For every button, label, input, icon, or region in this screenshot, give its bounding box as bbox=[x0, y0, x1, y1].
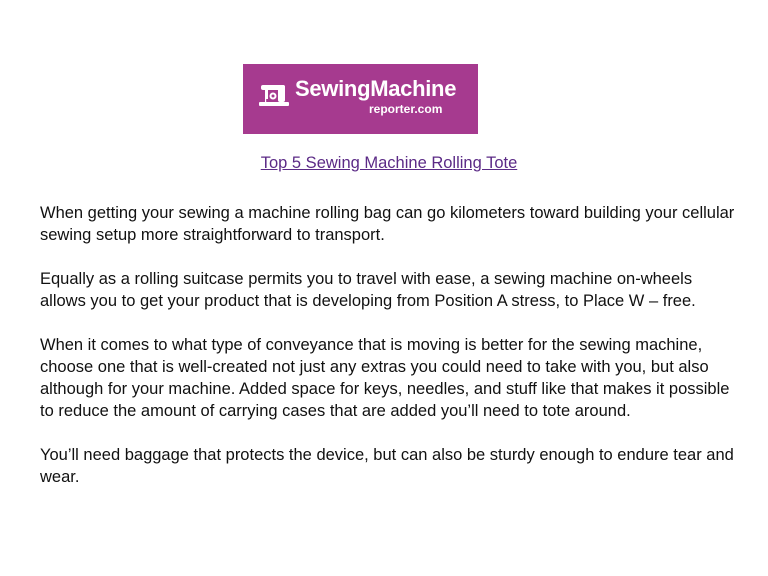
paragraph: When it comes to what type of conveyance that is moving is better for the sewing machine, choose one that is well-created not just any extras you could need to take with you, but also although for your machine. Added space for keys, needles, and stuff like that makes it possible to reduce the amount of carrying cases that are added you’ll need to tote around. bbox=[40, 336, 730, 420]
sewing-machine-icon bbox=[259, 82, 289, 108]
page-title-link[interactable]: Top 5 Sewing Machine Rolling Tote bbox=[260, 154, 518, 172]
paragraph: You’ll need baggage that protects the device, but can also be sturdy enough to endure tear and wear. bbox=[40, 446, 734, 486]
article-body bbox=[40, 202, 740, 510]
paragraph: Equally as a rolling suitcase permits you to travel with ease, a sewing machine on-wheels allows you to get your product that is developing from Position A stress, to Place W – free. bbox=[40, 270, 696, 310]
logo bbox=[243, 64, 478, 134]
logo-main-text: SewingMachine bbox=[295, 76, 457, 101]
logo-sub-text: reporter.com bbox=[369, 102, 443, 116]
paragraph: When getting your sewing a machine rolling bag can go kilometers toward building your cellular sewing setup more straightforward to transport. bbox=[40, 204, 735, 244]
